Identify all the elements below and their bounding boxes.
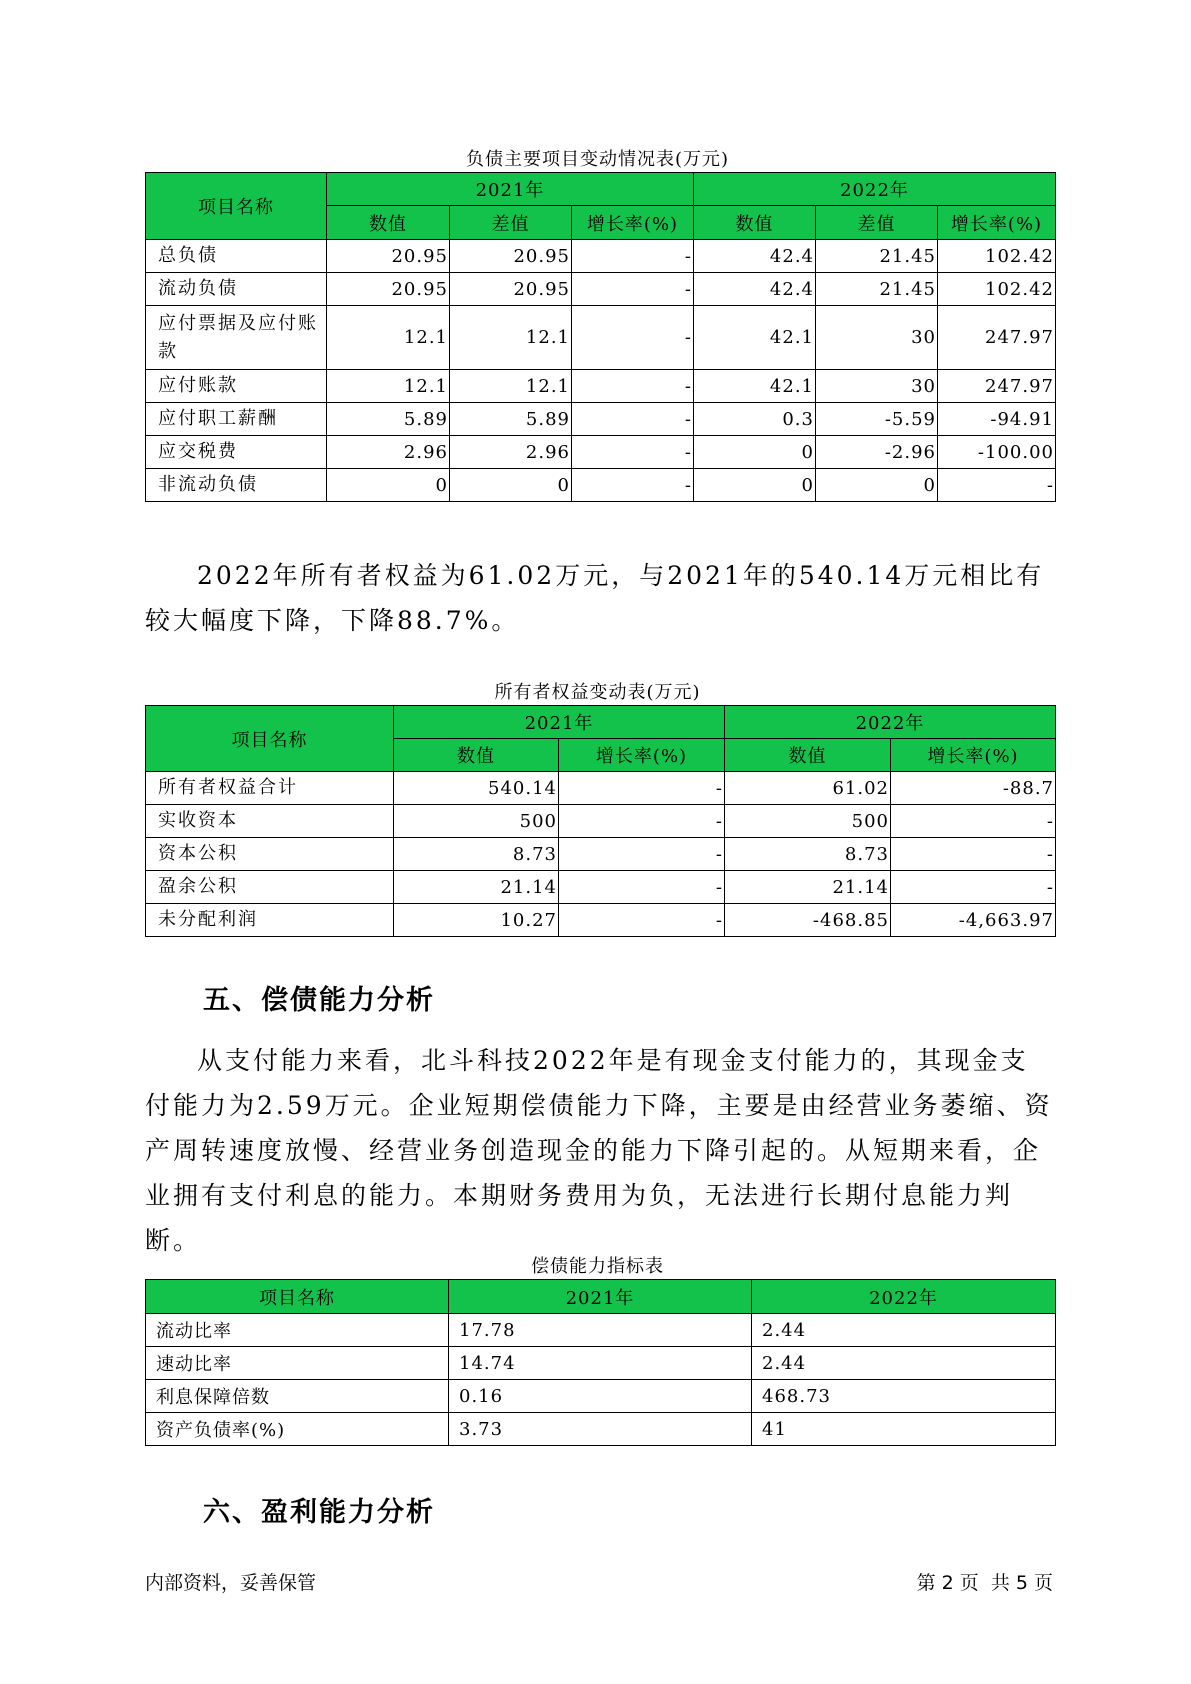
cell: - [891, 805, 1056, 838]
header-growth: 增长率(%) [559, 739, 725, 772]
cell: - [559, 772, 725, 805]
cell: - [559, 805, 725, 838]
header-growth: 增长率(%) [891, 739, 1056, 772]
table-row [146, 1347, 1056, 1380]
header-item-name: 项目名称 [146, 173, 327, 240]
row-label: 未分配利润 [146, 904, 394, 937]
row-label: 实收资本 [146, 805, 394, 838]
table-row [146, 469, 1056, 502]
table-row [146, 403, 1056, 436]
header-year-2021: 2021年 [394, 706, 725, 739]
table-row [146, 871, 1056, 904]
table2-caption: 所有者权益变动表(万元) [494, 682, 701, 703]
row-label: 资本公积 [146, 838, 394, 871]
header-growth: 增长率(%) [572, 206, 694, 240]
table-row [146, 904, 1056, 937]
header-diff: 差值 [816, 206, 938, 240]
cell: 17.78 [449, 1314, 752, 1347]
cell: 21.14 [725, 871, 891, 904]
table-row [146, 1314, 1056, 1347]
footer-confidential-note: 内部资料，妥善保管 [145, 1572, 317, 1594]
cell: 102.42 [938, 273, 1056, 306]
cell: - [572, 240, 694, 273]
cell: 0.16 [449, 1380, 752, 1413]
cell: 8.73 [394, 838, 559, 871]
cell: 21.14 [394, 871, 559, 904]
cell: 102.42 [938, 240, 1056, 273]
cell: 2.96 [327, 436, 450, 469]
row-label: 流动负债 [146, 273, 327, 306]
cell: 2.44 [752, 1314, 1056, 1347]
cell: 468.73 [752, 1380, 1056, 1413]
table-row [146, 838, 1056, 871]
row-label: 所有者权益合计 [146, 772, 394, 805]
cell: 41 [752, 1413, 1056, 1446]
header-year-2021: 2021年 [449, 1280, 752, 1314]
cell: 0.3 [694, 403, 816, 436]
cell: - [572, 436, 694, 469]
cell: 0 [450, 469, 572, 502]
row-label: 资产负债率(%) [146, 1413, 449, 1446]
table-row [146, 370, 1056, 403]
solvency-paragraph: 从支付能力来看，北斗科技2022年是有现金支付能力的，其现金支付能力为2.59万元。企业短期偿债能力下降，主要是由经营业务萎缩、资产周转速度放慢、经营业务创造现金的能力下降引起的。从短期来看，企业拥有支付利息的能力。本期财务费用为负，无法进行长期付息能力判断。 [145, 1046, 1053, 1255]
cell: 61.02 [725, 772, 891, 805]
row-label: 应付票据及应付账款 [146, 306, 327, 370]
cell: 42.4 [694, 240, 816, 273]
table-row [146, 240, 1056, 273]
table-row [146, 436, 1056, 469]
cell: - [572, 403, 694, 436]
equity-table [145, 705, 1056, 937]
cell: - [938, 469, 1056, 502]
row-label: 应付职工薪酬 [146, 403, 327, 436]
cell: - [572, 370, 694, 403]
cell: 20.95 [450, 240, 572, 273]
row-label: 总负债 [146, 240, 327, 273]
table1-caption: 负债主要项目变动情况表(万元) [465, 149, 730, 170]
cell: -468.85 [725, 904, 891, 937]
solvency-table [145, 1279, 1056, 1446]
cell: - [559, 871, 725, 904]
cell: 42.1 [694, 370, 816, 403]
row-label: 盈余公积 [146, 871, 394, 904]
row-label: 速动比率 [146, 1347, 449, 1380]
cell: 0 [327, 469, 450, 502]
cell: 3.73 [449, 1413, 752, 1446]
row-label: 流动比率 [146, 1314, 449, 1347]
header-value: 数值 [694, 206, 816, 240]
cell: - [891, 838, 1056, 871]
header-value: 数值 [327, 206, 450, 240]
header-value: 数值 [394, 739, 559, 772]
table-row [146, 273, 1056, 306]
cell: -88.7 [891, 772, 1056, 805]
cell: 20.95 [327, 240, 450, 273]
cell: 500 [725, 805, 891, 838]
row-label: 非流动负债 [146, 469, 327, 502]
header-value: 数值 [725, 739, 891, 772]
table-row [146, 772, 1056, 805]
cell: - [559, 838, 725, 871]
header-item-name: 项目名称 [146, 706, 394, 772]
header-year-2022: 2022年 [694, 173, 1056, 206]
header-year-2022: 2022年 [752, 1280, 1056, 1314]
cell: - [891, 871, 1056, 904]
cell: 540.14 [394, 772, 559, 805]
cell: 8.73 [725, 838, 891, 871]
cell: 0 [694, 436, 816, 469]
cell: 20.95 [450, 273, 572, 306]
cell: - [559, 904, 725, 937]
cell: 247.97 [938, 306, 1056, 370]
equity-paragraph: 2022年所有者权益为61.02万元，与2021年的540.14万元相比有较大幅度下降，下降88.7%。 [145, 561, 1045, 635]
cell: 14.74 [449, 1347, 752, 1380]
header-year-2022: 2022年 [725, 706, 1056, 739]
cell: 42.1 [694, 306, 816, 370]
cell: 10.27 [394, 904, 559, 937]
header-item-name: 项目名称 [146, 1280, 449, 1314]
cell: 21.45 [816, 240, 938, 273]
row-label: 应交税费 [146, 436, 327, 469]
header-diff: 差值 [450, 206, 572, 240]
table-row [146, 1413, 1056, 1446]
cell: 12.1 [327, 306, 450, 370]
cell: 2.44 [752, 1347, 1056, 1380]
table-row [146, 805, 1056, 838]
cell: 5.89 [450, 403, 572, 436]
cell: 30 [816, 370, 938, 403]
section-heading-solvency: 五、偿债能力分析 [203, 985, 435, 1016]
cell: -2.96 [816, 436, 938, 469]
cell: 12.1 [450, 306, 572, 370]
cell: -5.59 [816, 403, 938, 436]
cell: 20.95 [327, 273, 450, 306]
cell: -100.00 [938, 436, 1056, 469]
section-heading-profitability: 六、盈利能力分析 [203, 1497, 435, 1528]
cell: -94.91 [938, 403, 1056, 436]
cell: 247.97 [938, 370, 1056, 403]
row-label: 利息保障倍数 [146, 1380, 449, 1413]
table-row [146, 1380, 1056, 1413]
cell: 2.96 [450, 436, 572, 469]
cell: 12.1 [450, 370, 572, 403]
cell: - [572, 306, 694, 370]
cell: 500 [394, 805, 559, 838]
cell: -4,663.97 [891, 904, 1056, 937]
table-row [146, 306, 1056, 370]
cell: 0 [816, 469, 938, 502]
cell: 30 [816, 306, 938, 370]
cell: 12.1 [327, 370, 450, 403]
cell: 42.4 [694, 273, 816, 306]
cell: 5.89 [327, 403, 450, 436]
cell: - [572, 273, 694, 306]
table3-caption: 偿债能力指标表 [531, 1256, 664, 1277]
cell: 0 [694, 469, 816, 502]
header-growth: 增长率(%) [938, 206, 1056, 240]
cell: - [572, 469, 694, 502]
footer-page-number: 第 2 页 共 5 页 [916, 1572, 1053, 1594]
header-year-2021: 2021年 [327, 173, 694, 206]
liabilities-table [145, 172, 1056, 502]
row-label: 应付账款 [146, 370, 327, 403]
cell: 21.45 [816, 273, 938, 306]
